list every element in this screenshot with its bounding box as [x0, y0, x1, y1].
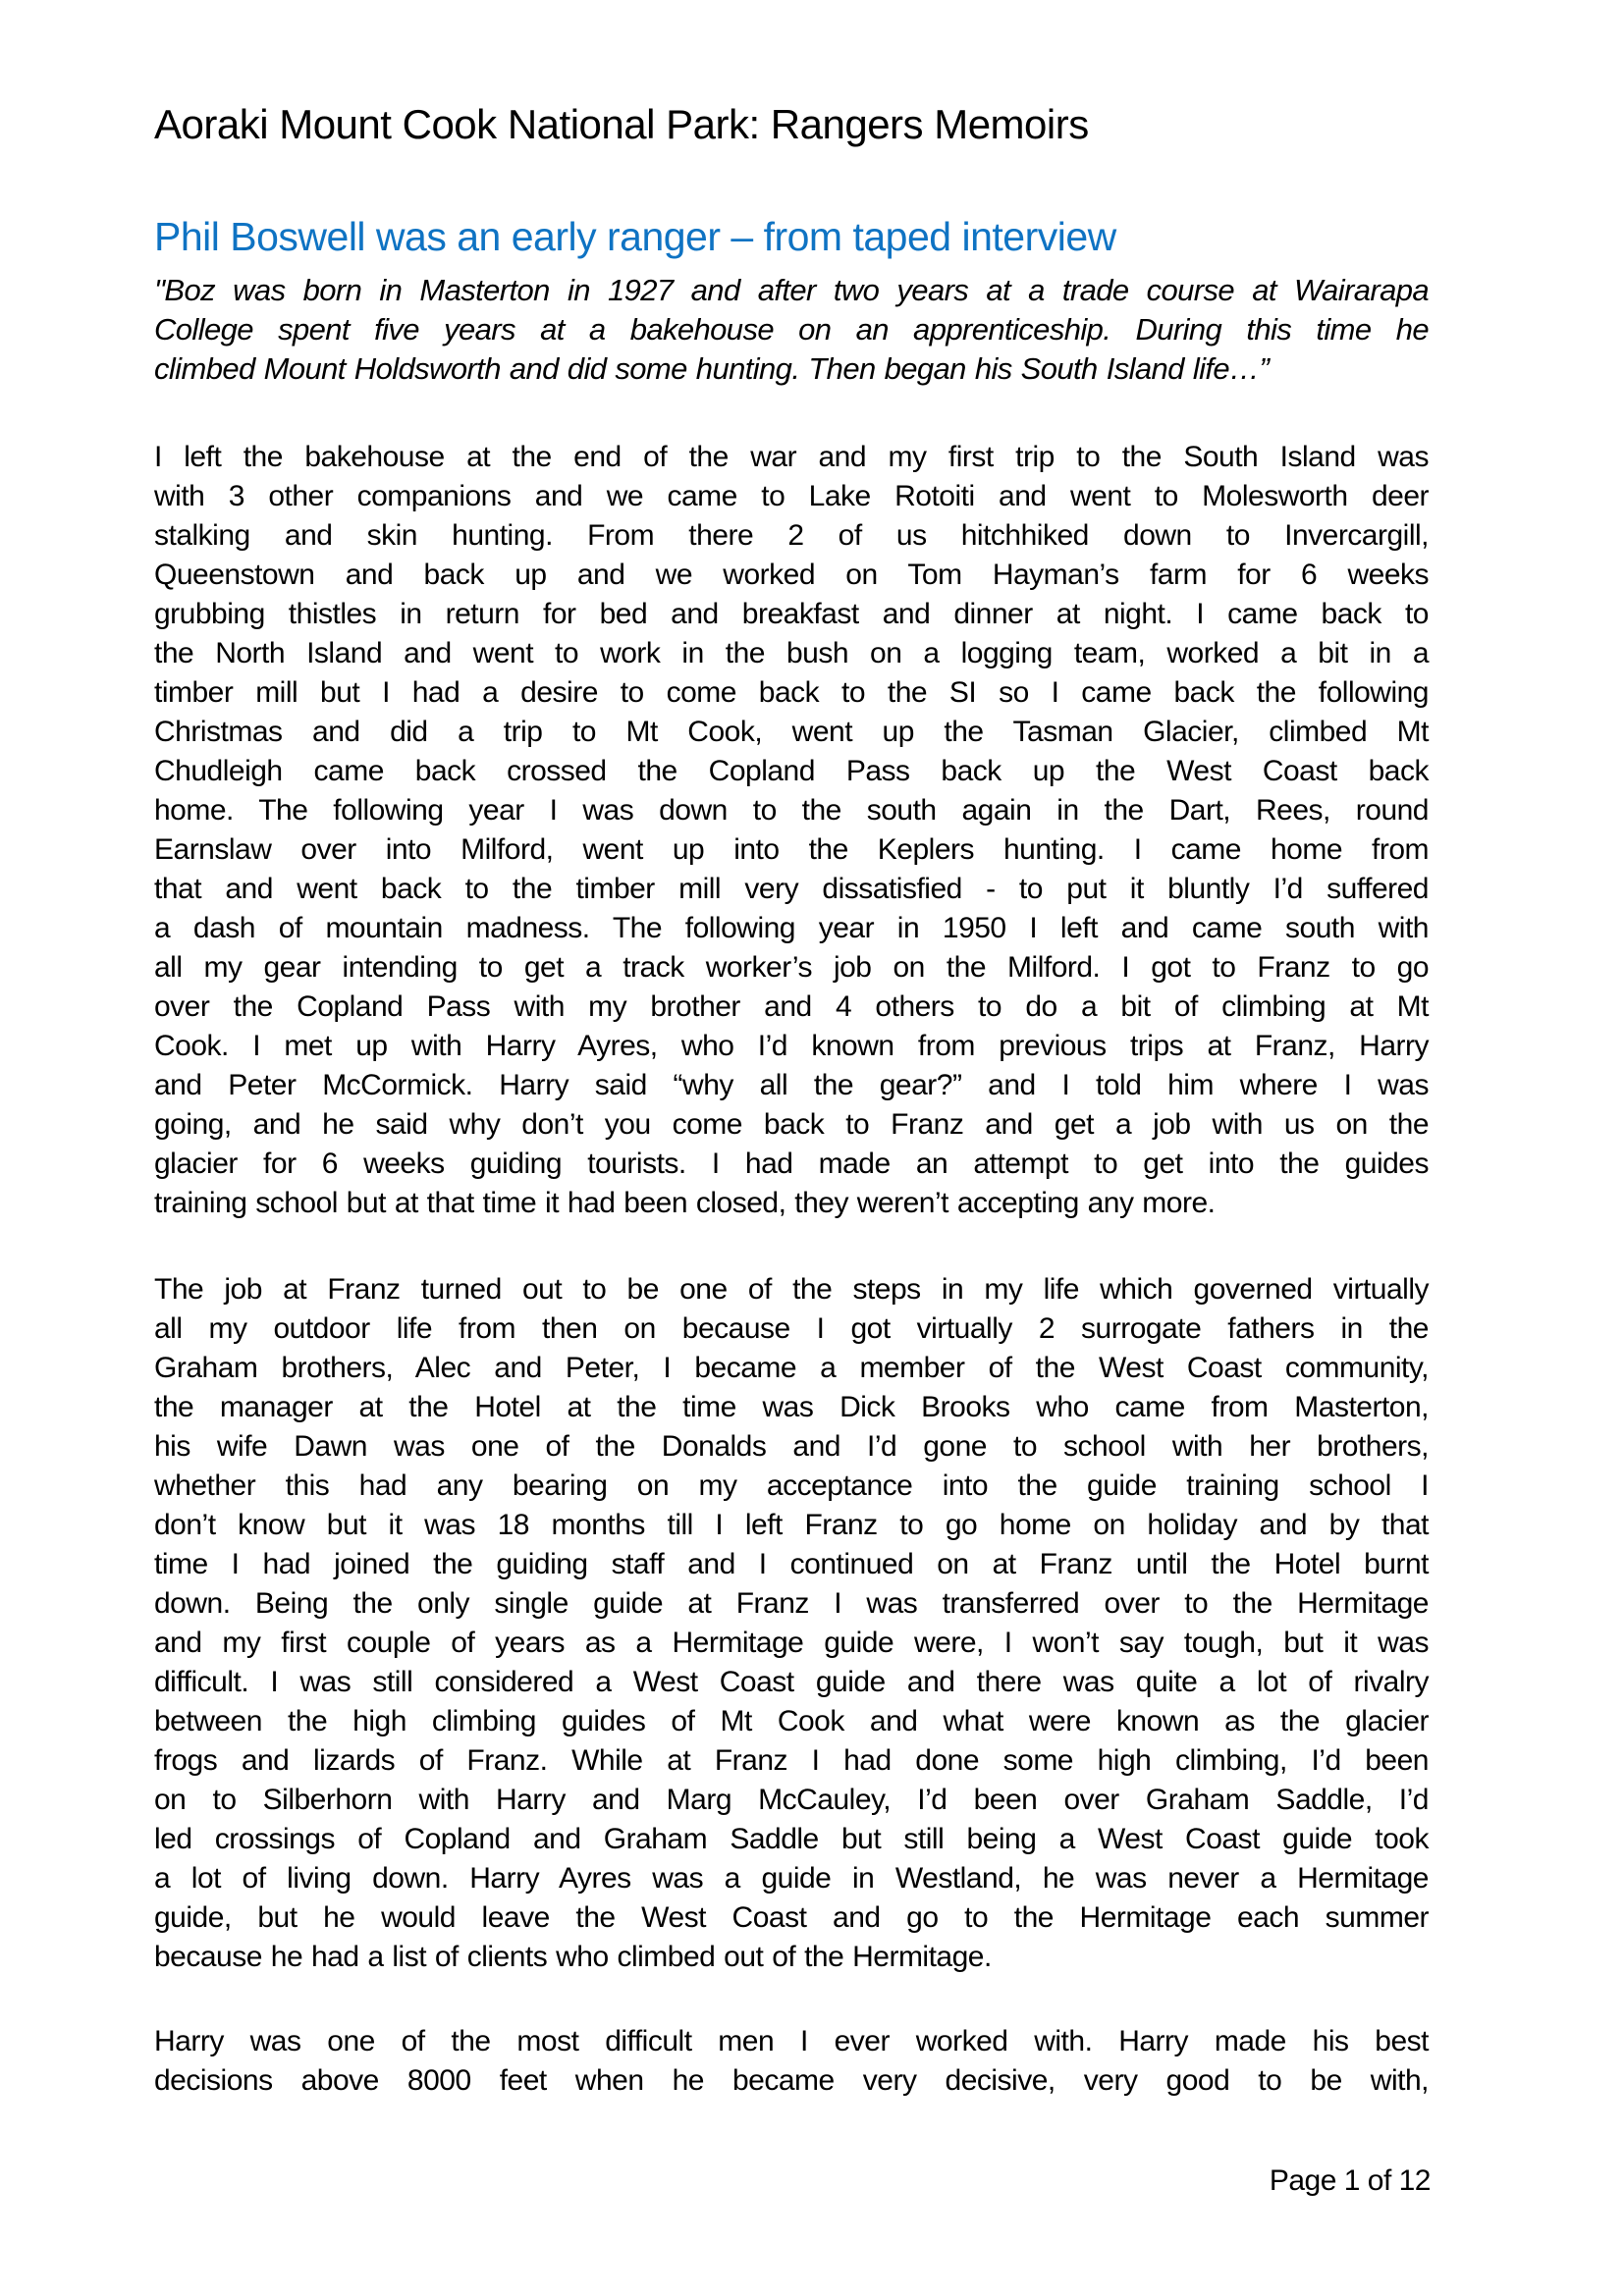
text-line: all my outdoor life from then on because I got virtually 2 surrogate fathers in the	[154, 1312, 1429, 1345]
text-line: and Peter McCormick. Harry said “why all the gear?” and I told him where I was	[154, 1069, 1429, 1101]
text-line: time I had joined the guiding staff and I continued on at Franz until the Hotel burnt	[154, 1548, 1429, 1580]
text-line: guide, but he would leave the West Coast and go to the Hermitage each summer	[154, 1901, 1429, 1934]
quote-paragraph	[154, 271, 1429, 389]
text-line: whether this had any bearing on my acceptance into the guide training school I	[154, 1469, 1429, 1502]
text-line: Christmas and did a trip to Mt Cook, went up the Tasman Glacier, climbed Mt	[154, 716, 1429, 748]
text-line: difficult. I was still considered a West Coast guide and there was quite a lot of rivalry	[154, 1666, 1429, 1698]
text-line: "Boz was born in Masterton in 1927 and after two years at a trade course at Wairarapa	[154, 273, 1429, 307]
text-line: Chudleigh came back crossed the Copland Pass back up the West Coast back	[154, 755, 1429, 787]
text-line: grubbing thistles in return for bed and breakfast and dinner at night. I came back to	[154, 598, 1429, 630]
text-line: home. The following year I was down to the south again in the Dart, Rees, round	[154, 794, 1429, 827]
text-line: on to Silberhorn with Harry and Marg McCauley, I’d been over Graham Saddle, I’d	[154, 1784, 1429, 1816]
text-line: that and went back to the timber mill very dissatisfied - to put it bluntly I’d suffered	[154, 873, 1429, 905]
text-line: a lot of living down. Harry Ayres was a guide in Westland, he was never a Hermitage	[154, 1862, 1429, 1895]
section-heading: Phil Boswell was an early ranger – from taped interview	[154, 214, 1116, 259]
text-line: going, and he said why don’t you come back to Franz and get a job with us on the	[154, 1108, 1429, 1141]
text-line: timber mill but I had a desire to come back to the SI so I came back the following	[154, 676, 1429, 709]
text-line: decisions above 8000 feet when he became very decisive, very good to be with,	[154, 2064, 1429, 2097]
text-block	[154, 0, 1429, 2101]
text-line: The job at Franz turned out to be one of the steps in my life which governed virtually	[154, 1273, 1429, 1306]
text-line: College spent five years at a bakehouse on an apprenticeship. During this time he	[154, 312, 1429, 347]
text-line: Graham brothers, Alec and Peter, I became a member of the West Coast community,	[154, 1352, 1429, 1384]
text-line: with 3 other companions and we came to Lake Rotoiti and went to Molesworth deer	[154, 480, 1429, 512]
text-line: his wife Dawn was one of the Donalds and I’d gone to school with her brothers,	[154, 1430, 1429, 1463]
body-paragraph	[154, 2022, 1429, 2101]
text-line: the manager at the Hotel at the time was Dick Brooks who came from Masterton,	[154, 1391, 1429, 1423]
page-number: Page 1 of 12	[1269, 2164, 1431, 2197]
text-line: because he had a list of clients who climbed out of the Hermitage.	[154, 1941, 992, 1973]
text-line: the North Island and went to work in the bush on a logging team, worked a bit in a	[154, 637, 1429, 669]
text-line: Harry was one of the most difficult men I ever worked with. Harry made his best	[154, 2025, 1429, 2057]
text-line: training school but at that time it had been closed, they weren’t accepting any more.	[154, 1187, 1216, 1219]
text-line: Cook. I met up with Harry Ayres, who I’d known from previous trips at Franz, Harry	[154, 1030, 1429, 1062]
text-line: frogs and lizards of Franz. While at Franz I had done some high climbing, I’d been	[154, 1744, 1429, 1777]
text-line: I left the bakehouse at the end of the war and my first trip to the South Island was	[154, 441, 1429, 473]
text-line: over the Copland Pass with my brother and 4 others to do a bit of climbing at Mt	[154, 990, 1429, 1023]
text-line: climbed Mount Holdsworth and did some hunting. Then began his South Island life…”	[154, 351, 1270, 386]
text-line: stalking and skin hunting. From there 2 of us hitchhiked down to Invercargill,	[154, 519, 1429, 552]
body-paragraph	[154, 1270, 1429, 1977]
text-line: all my gear intending to get a track worker’s job on the Milford. I got to Franz to go	[154, 951, 1429, 984]
text-line: down. Being the only single guide at Franz I was transferred over to the Hermitage	[154, 1587, 1429, 1620]
text-line: and my first couple of years as a Hermitage guide were, I won’t say tough, but it was	[154, 1627, 1429, 1659]
document-title: Aoraki Mount Cook National Park: Rangers Memoirs	[154, 101, 1089, 147]
text-line: Queenstown and back up and we worked on Tom Hayman’s farm for 6 weeks	[154, 559, 1429, 591]
text-line: led crossings of Copland and Graham Saddle but still being a West Coast guide took	[154, 1823, 1429, 1855]
text-line: between the high climbing guides of Mt Cook and what were known as the glacier	[154, 1705, 1429, 1737]
text-line: don’t know but it was 18 months till I left Franz to go home on holiday and by that	[154, 1509, 1429, 1541]
text-line: a dash of mountain madness. The following year in 1950 I left and came south with	[154, 912, 1429, 944]
text-line: glacier for 6 weeks guiding tourists. I had made an attempt to get into the guides	[154, 1148, 1429, 1180]
text-line: Earnslaw over into Milford, went up into the Keplers hunting. I came home from	[154, 833, 1429, 866]
body-paragraph	[154, 438, 1429, 1223]
